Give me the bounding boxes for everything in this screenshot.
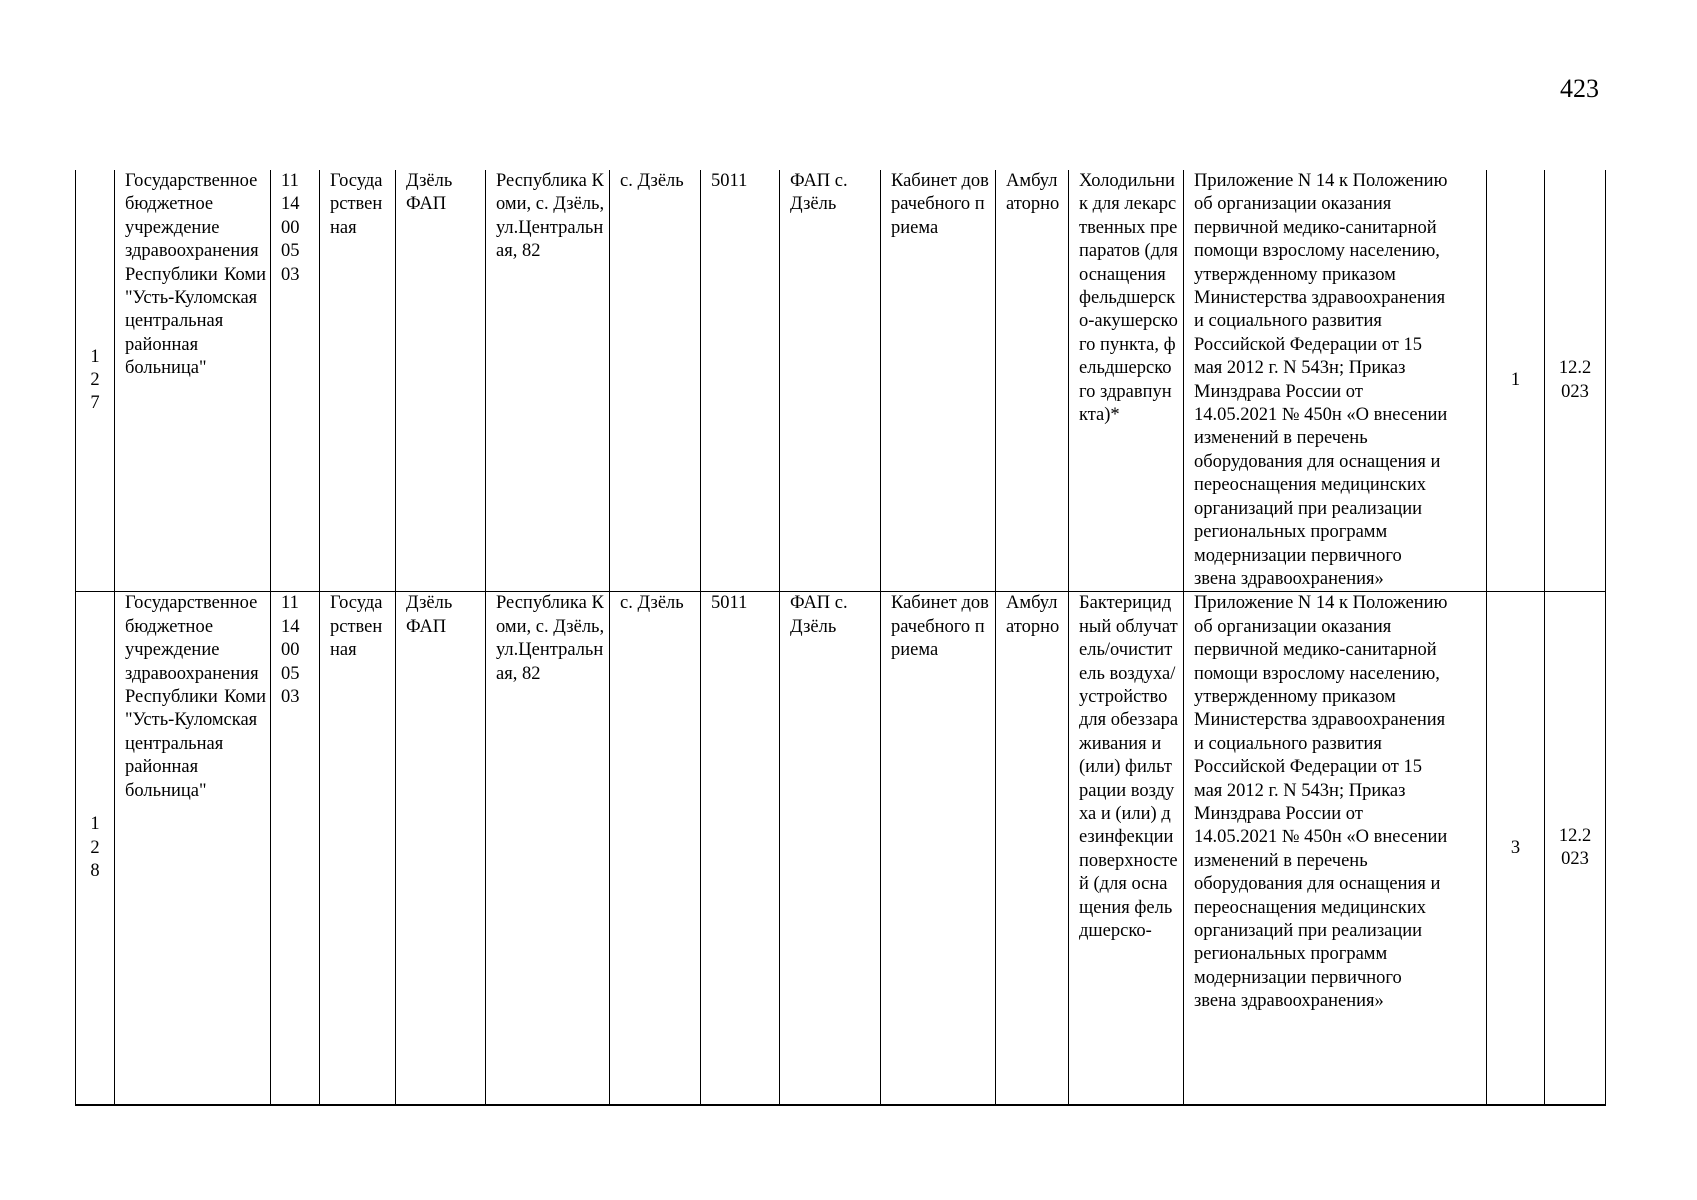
equipment-cell: Холодильник для лекарственных препаратов (для оснащения фельдшерско-акушерского пункта, фельдшерского здравпункта)* (1069, 170, 1184, 592)
date-cell: 12.2 023 (1545, 170, 1606, 592)
code-cell: 5011 (701, 170, 780, 592)
inn-cell: 11 14 00 05 03 (271, 592, 320, 1106)
settlement-cell: с. Дзёль (610, 592, 701, 1106)
organization-cell: Государственное бюджетное учреждение здравоохранения Республики Коми "Усть-Куломская центральная районная больница" (115, 170, 271, 592)
facility-cell: ФАП с. Дзёль (780, 592, 881, 1106)
ownership-cell: Государственная (320, 592, 396, 1106)
room-cell: Кабинет доврачебного приема (881, 170, 996, 592)
care-type-cell: Амбулаторно (996, 592, 1069, 1106)
row-index: 1 2 8 (76, 592, 115, 1106)
unit-name-cell: Дзёль ФАП (396, 170, 486, 592)
date-cell: 12.2 023 (1545, 592, 1606, 1106)
quantity-cell: 1 (1487, 170, 1545, 592)
basis-cell: Приложение N 14 к Положению об организации оказания первичной медико-санитарной помощи взрослому населению, утвержденному приказом Министерства здравоохранения и социального развития Российской Федерации от 15 мая 2012 г. N 543н; Приказ Минздрава России от 14.05.2021 № 450н «О внесении изменений в перечень оборудования для оснащения и переоснащения медицинских организаций при реализации региональных программ модернизации первичного звена здравоохранения» (1184, 170, 1487, 592)
organization-cell: Государственное бюджетное учреждение здравоохранения Республики Коми "Усть-Куломская центральная районная больница" (115, 592, 271, 1106)
basis-cell: Приложение N 14 к Положению об организации оказания первичной медико-санитарной помощи взрослому населению, утвержденному приказом Министерства здравоохранения и социального развития Российской Федерации от 15 мая 2012 г. N 543н; Приказ Минздрава России от 14.05.2021 № 450н «О внесении изменений в перечень оборудования для оснащения и переоснащения медицинских организаций при реализации региональных программ модернизации первичного звена здравоохранения» (1184, 592, 1487, 1106)
unit-name-cell: Дзёль ФАП (396, 592, 486, 1106)
row-index: 1 2 7 (76, 170, 115, 592)
quantity-cell: 3 (1487, 592, 1545, 1106)
care-type-cell: Амбулаторно (996, 170, 1069, 592)
equipment-table (75, 170, 1606, 1106)
inn-cell: 11 14 00 05 03 (271, 170, 320, 592)
facility-cell: ФАП с. Дзёль (780, 170, 881, 592)
table-row (76, 170, 1606, 592)
page-number: 423 (1560, 74, 1599, 103)
address-cell: Республика Коми, с. Дзёль, ул.Центральная, 82 (486, 170, 610, 592)
ownership-cell: Государственная (320, 170, 396, 592)
room-cell: Кабинет доврачебного приема (881, 592, 996, 1106)
table-row (76, 592, 1606, 1106)
equipment-cell: Бактерицидный облучатель/очиститель воздуха/устройство для обеззараживания и (или) фильтрации воздуха и (или) дезинфекции поверхностей (для оснащения фельдшерско- (1069, 592, 1184, 1106)
address-cell: Республика Коми, с. Дзёль, ул.Центральная, 82 (486, 592, 610, 1106)
code-cell: 5011 (701, 592, 780, 1106)
settlement-cell: с. Дзёль (610, 170, 701, 592)
